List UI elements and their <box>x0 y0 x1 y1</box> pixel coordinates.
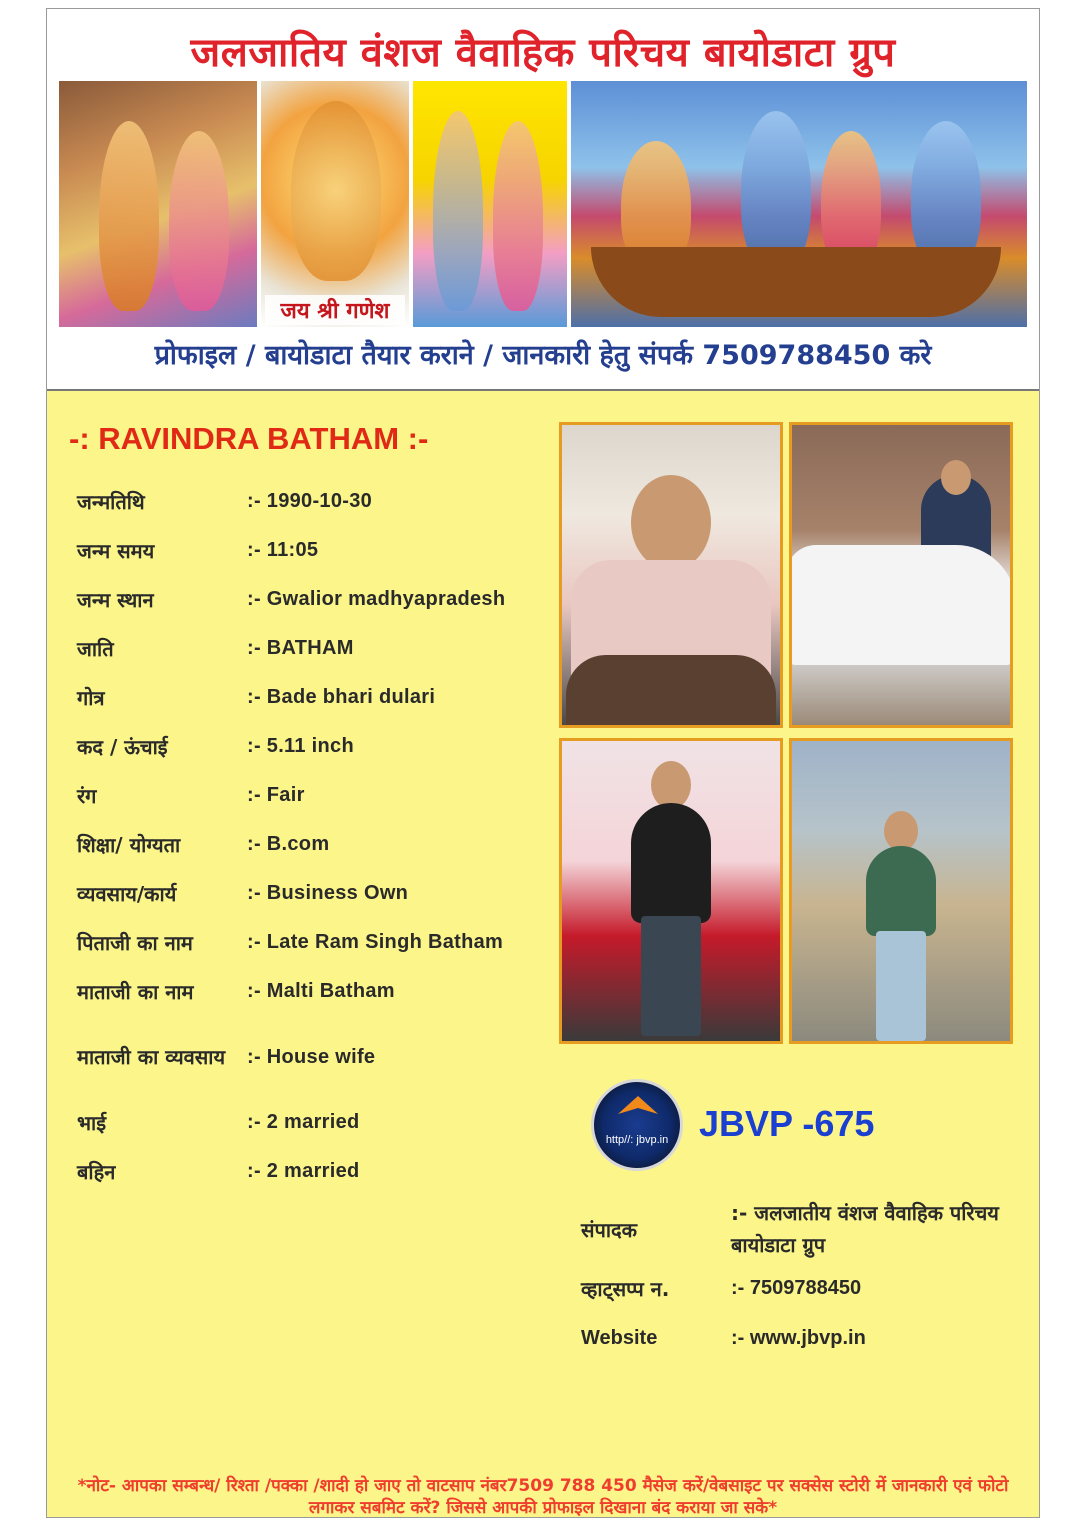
profile-photo-4 <box>789 738 1013 1044</box>
detail-row <box>77 918 537 967</box>
header-banner <box>47 9 1039 391</box>
boat-shape <box>591 247 1001 317</box>
detail-value: :- B.com <box>247 833 330 855</box>
logo-text: http//: jbvp.in <box>605 1134 669 1146</box>
detail-label: बहिन <box>77 1160 116 1184</box>
deity-image-ganesh <box>261 81 409 327</box>
detail-value: :- Fair <box>247 784 305 806</box>
contact-info <box>581 1195 1021 1363</box>
detail-value: :- 2 married <box>247 1160 360 1182</box>
detail-label: गोत्र <box>77 686 105 710</box>
details-table <box>77 477 537 1196</box>
detail-value: :- Bade bhari dulari <box>247 686 436 708</box>
detail-value: :- Late Ram Singh Batham <box>247 931 504 953</box>
detail-row <box>77 1147 537 1196</box>
profile-photo-2 <box>789 422 1013 728</box>
website-label: Website <box>581 1326 658 1349</box>
detail-value: :- 1990-10-30 <box>247 490 373 512</box>
profile-photo-3 <box>559 738 783 1044</box>
detail-row <box>77 526 537 575</box>
detail-label: पिताजी का नाम <box>77 931 193 955</box>
detail-row <box>77 869 537 918</box>
detail-value: :- 11:05 <box>247 539 319 561</box>
detail-label: रंग <box>77 784 97 808</box>
detail-value: :- 5.11 inch <box>247 735 354 757</box>
detail-label: जन्मतिथि <box>77 490 145 514</box>
detail-label: व्यवसाय/कार्य <box>77 882 177 906</box>
detail-value: :- BATHAM <box>247 637 354 659</box>
detail-label: माताजी का नाम <box>77 980 194 1004</box>
whatsapp-value: :- 7509788450 <box>731 1276 862 1299</box>
detail-row <box>77 673 537 722</box>
deity-image-ram-sita <box>59 81 257 327</box>
detail-row <box>77 1098 537 1147</box>
contact-row-editor <box>581 1195 1021 1263</box>
detail-row <box>77 967 537 1016</box>
photo-grid <box>559 422 1015 1046</box>
detail-value: :- Gwalior madhyapradesh <box>247 588 506 610</box>
detail-row <box>77 820 537 869</box>
detail-value: :- Malti Batham <box>247 980 395 1002</box>
detail-label: कद / ऊंचाई <box>77 735 168 759</box>
profile-code: JBVP -675 <box>699 1103 875 1144</box>
detail-label: भाई <box>77 1111 107 1135</box>
detail-row <box>77 771 537 820</box>
profile-name: -: RAVINDRA BATHAM :- <box>69 421 429 456</box>
detail-row <box>77 477 537 526</box>
biodata-sheet <box>46 8 1040 1518</box>
editor-label: संपादक <box>581 1217 638 1242</box>
profile-photo-1 <box>559 422 783 728</box>
detail-value: :- House wife <box>247 1045 376 1068</box>
detail-row <box>77 575 537 624</box>
jbvp-logo <box>591 1079 683 1171</box>
deity-image-boat-scene <box>571 81 1027 327</box>
detail-value: :- 2 married <box>247 1111 360 1133</box>
footer-note: *नोट- आपका सम्बन्ध/ रिश्ता /पक्का /शादी हो जाए तो वाटसाप नंबर7509 788 450 मैसेज करें/वेबसाइट पर सक्सेस स्टोरी में जानकारी एवं फोटो लगाकर सबमिट करें? जिससे आपकी प्रोफाइल दिखाना बंद कराया जा सके* <box>77 1476 1009 1518</box>
website-value: :- www.jbvp.in <box>731 1326 866 1349</box>
group-title: जलजातिय वंशज वैवाहिक परिचय बायोडाटा ग्रुप <box>190 30 896 76</box>
contact-row-website <box>581 1313 1021 1363</box>
whatsapp-label: व्हाट्सप्प न. <box>581 1276 670 1301</box>
detail-label: जन्म स्थान <box>77 588 154 612</box>
detail-value: :- Business Own <box>247 882 409 904</box>
detail-label: जाति <box>77 637 114 661</box>
contact-row-whatsapp <box>581 1263 1021 1313</box>
editor-value: :- जलजातीय वंशज वैवाहिक परिचय बायोडाटा ग्रुप <box>731 1201 999 1257</box>
detail-label: माताजी का व्यवसाय <box>77 1045 226 1069</box>
jai-shri-ganesh-text: जय श्री गणेश <box>265 295 405 325</box>
logo-bird-icon <box>618 1096 658 1126</box>
detail-label: जन्म समय <box>77 539 155 563</box>
deity-image-ram-sita-2 <box>413 81 567 327</box>
detail-row <box>77 722 537 771</box>
detail-row <box>77 624 537 673</box>
detail-label: शिक्षा/ योग्यता <box>77 833 181 857</box>
contact-banner: प्रोफाइल / बायोडाटा तैयार कराने / जानकारी हेतु संपर्क 7509788450 करे <box>154 340 932 371</box>
detail-row <box>77 1016 537 1098</box>
